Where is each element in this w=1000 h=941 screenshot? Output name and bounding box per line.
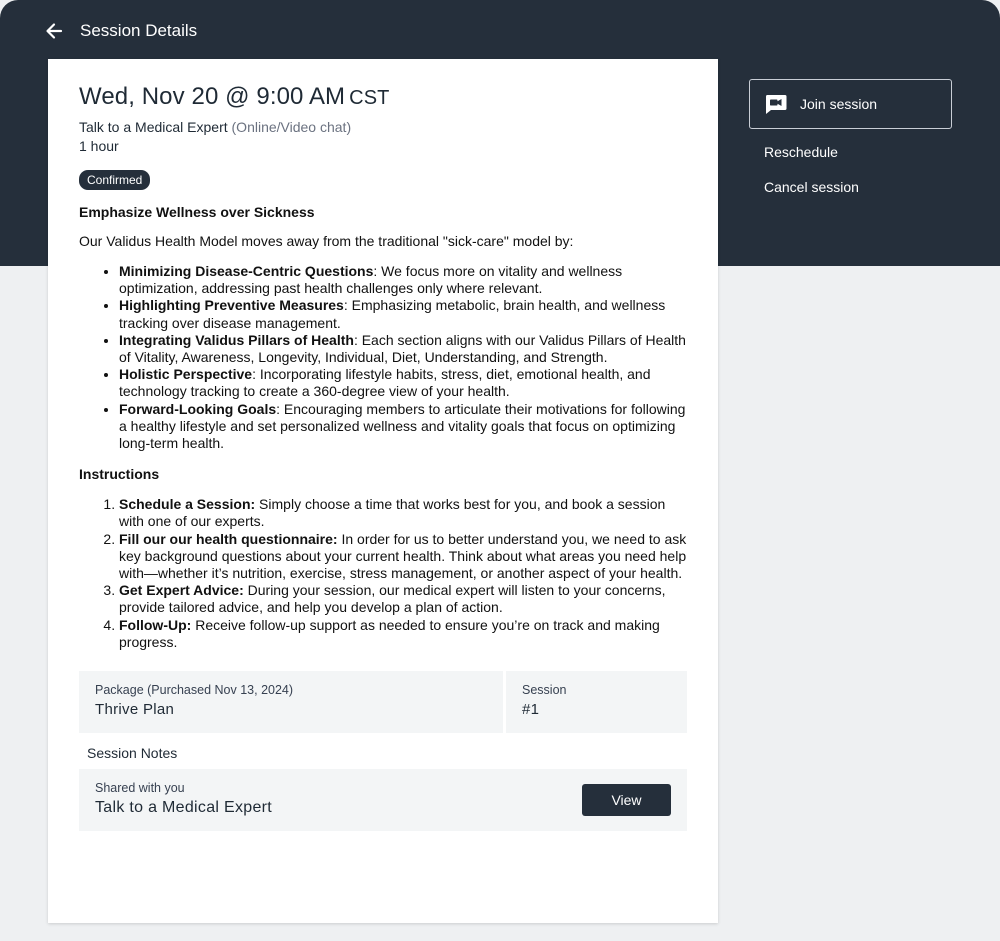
list-item	[119, 366, 687, 400]
view-note-button[interactable]: View	[582, 784, 671, 816]
list-item-title: Minimizing Disease-Centric Questions	[119, 263, 374, 279]
list-item-text: : Each section aligns with our Validus Pillars of Health of Vitality, Awareness, Longevity, Individual, Diet, Understanding, and Strength.	[119, 331, 686, 366]
session-notes-heading: Session Notes	[87, 745, 178, 762]
list-item	[119, 297, 687, 331]
session-number-label: Session	[522, 683, 567, 698]
list-item	[119, 496, 687, 530]
package-info	[79, 671, 687, 733]
step-text: Receive follow-up support as needed to ensure you’re on track and making progress.	[119, 616, 660, 650]
status-badge: Confirmed	[79, 170, 150, 190]
note-shared-label: Shared with you	[95, 781, 185, 796]
step-text: Simply choose a time that works best for you, and book a session with one of our experts.	[119, 496, 666, 530]
top-bar	[44, 18, 197, 44]
session-number-value: #1	[522, 701, 540, 719]
session-mode: (Online/Video chat)	[231, 119, 352, 135]
list-item-text: : Encouraging members to articulate their motivations for following a healthy lifestyle and set personalized wellness and vitality goals that focus on optimizing long-term health.	[119, 400, 686, 452]
session-date-time: Wed, Nov 20 @ 9:00 AM	[79, 83, 346, 110]
note-title: Talk to a Medical Expert	[95, 799, 273, 817]
list-item	[119, 531, 687, 583]
session-actions	[749, 79, 952, 195]
list-item-title: Forward-Looking Goals	[119, 400, 277, 417]
session-duration: 1 hour	[79, 138, 119, 154]
wellness-intro: Our Validus Health Model moves away from the traditional "sick-care" model by:	[79, 233, 574, 249]
list-item	[119, 332, 687, 366]
join-session-button[interactable]	[749, 79, 952, 129]
arrow-left-icon[interactable]	[44, 21, 64, 41]
session-datetime	[79, 83, 687, 111]
reschedule-link[interactable]: Reschedule	[764, 144, 838, 160]
list-item	[119, 263, 687, 297]
session-timezone: CST	[349, 87, 390, 109]
cancel-session-link[interactable]: Cancel session	[764, 179, 859, 195]
instructions-list	[79, 496, 687, 651]
list-item	[119, 401, 687, 453]
wellness-heading: Emphasize Wellness over Sickness	[79, 204, 315, 220]
step-title: Schedule a Session:	[119, 496, 256, 513]
wellness-list	[79, 263, 687, 452]
session-number-box	[506, 671, 687, 733]
list-item-title: Integrating Validus Pillars of Health	[119, 331, 354, 348]
list-item-text: : Emphasizing metabolic, brain health, and wellness tracking over disease management.	[119, 297, 666, 331]
step-text: During your session, our medical expert will listen to your concerns, provide tailored advice, and help you develop a plan of action.	[119, 582, 666, 616]
list-item-title: Highlighting Preventive Measures	[119, 297, 344, 314]
package-label: Package (Purchased Nov 13, 2024)	[95, 683, 294, 698]
join-session-label: Join session	[800, 96, 878, 112]
session-note-item	[79, 769, 687, 831]
step-title: Fill our our health questionnaire:	[119, 530, 338, 547]
list-item-title: Holistic Perspective	[119, 366, 253, 383]
step-title: Get Expert Advice:	[119, 582, 244, 599]
page-title: Session Details	[80, 21, 198, 40]
session-type	[79, 119, 687, 135]
instructions-heading: Instructions	[79, 466, 160, 483]
package-box	[79, 671, 503, 733]
package-value: Thrive Plan	[95, 701, 175, 719]
list-item-text: : Incorporating lifestyle habits, stress, diet, emotional health, and technology tracking to create a 360-degree view of your health.	[119, 366, 651, 400]
list-item-text: : We focus more on vitality and wellness optimization, addressing past health challenges only where relevant.	[119, 263, 623, 297]
step-title: Follow-Up:	[119, 616, 192, 633]
session-type-name: Talk to a Medical Expert	[79, 119, 228, 135]
video-chat-icon	[764, 93, 788, 115]
list-item	[119, 617, 687, 651]
step-text: In order for us to better understand you, we need to ask key background questions about your current health. Think about what areas you need help with—whether it’s nutrition, exercise, stress management, or another aspect of your health.	[119, 530, 687, 582]
list-item	[119, 582, 687, 616]
session-details-card	[48, 59, 718, 923]
